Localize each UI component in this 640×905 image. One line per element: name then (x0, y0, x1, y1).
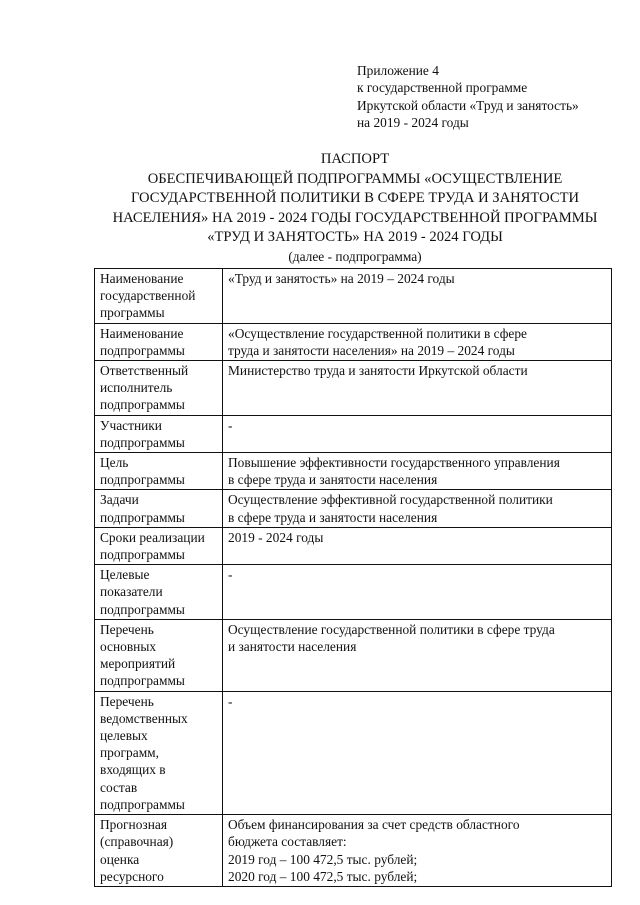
row-value-line: 2019 - 2024 годы (228, 529, 324, 545)
row-label-cell (95, 453, 223, 490)
appendix-block (357, 62, 627, 131)
table-row (95, 269, 612, 324)
row-label-line: оценка (100, 851, 140, 867)
table-row (95, 453, 612, 490)
table-row (95, 323, 612, 360)
row-label-line: Цель (100, 455, 129, 471)
row-value-cell (223, 565, 612, 620)
row-label-line: Целевые (100, 567, 150, 583)
title-line: «ТРУД И ЗАНЯТОСТЬ» НА 2019 - 2024 ГОДЫ (207, 229, 503, 245)
row-label-cell (95, 490, 223, 527)
title-line: НАСЕЛЕНИЯ» НА 2019 - 2024 ГОДЫ ГОСУДАРСТВЕННОЙ ПРОГРАММЫ (112, 209, 598, 226)
row-label-line: подпрограммы (100, 342, 185, 358)
row-label-line: показатели (100, 584, 163, 600)
table-row (95, 691, 612, 814)
row-value-line: «Осуществление государственной политики в сфере (228, 325, 527, 341)
row-label-line: подпрограммы (100, 509, 185, 525)
row-label-line: состав (100, 779, 138, 795)
row-value-line: «Труд и занятость» на 2019 – 2024 годы (228, 271, 455, 286)
row-value-line: - (228, 693, 233, 709)
row-value-cell (223, 815, 612, 887)
row-label-cell (95, 361, 223, 416)
row-label-cell (95, 323, 223, 360)
row-value-line: Министерство труда и занятости Иркутской области (228, 363, 528, 379)
row-label-line: исполнитель (100, 380, 173, 396)
table-row (95, 490, 612, 527)
row-value-line: труда и занятости населения» на 2019 – 2024 годы (228, 342, 515, 358)
row-value-line: Осуществление государственной политики в сфере труда (228, 621, 555, 637)
row-label-cell (95, 691, 223, 814)
row-label-cell (95, 269, 223, 324)
row-label-line: подпрограммы (100, 601, 185, 617)
row-value-cell (223, 490, 612, 527)
appendix-number: Приложение 4 (357, 63, 439, 78)
appendix-region-ref: Иркутской области «Труд и занятость» (357, 97, 579, 113)
row-label-line: (справочная) (100, 834, 174, 850)
row-label-line: ведомственных (100, 710, 188, 726)
row-label-line: целевых (100, 728, 148, 744)
row-label-line: подпрограммы (100, 397, 185, 413)
table-row (95, 565, 612, 620)
appendix-period: на 2019 - 2024 годы (357, 114, 469, 130)
row-value-line: и занятости населения (228, 639, 357, 655)
row-label-cell (95, 815, 223, 887)
row-label-line: Участники (100, 417, 162, 433)
title-note: (далее - подпрограмма) (288, 248, 422, 264)
row-label-cell (95, 619, 223, 691)
passport-title (60, 150, 640, 266)
title-line: ОБЕСПЕЧИВАЮЩЕЙ ПОДПРОГРАММЫ «ОСУЩЕСТВЛЕНИЕ (147, 170, 563, 187)
table-row (95, 415, 612, 452)
title-line: ПАСПОРТ (320, 151, 390, 167)
row-label-line: основных (100, 639, 157, 655)
row-value-cell (223, 453, 612, 490)
row-label-line: Наименование (100, 325, 184, 341)
passport-table-body (95, 269, 612, 887)
row-value-line: бюджета составляет: (228, 834, 347, 850)
row-label-line: государственной (100, 288, 196, 304)
row-value-line: Повышение эффективности государственного управления (228, 455, 560, 471)
row-label-line: Перечень (100, 693, 154, 709)
row-label-line: подпрограммы (100, 673, 185, 689)
row-label-line: Задачи (100, 492, 139, 508)
row-label-cell (95, 527, 223, 564)
row-value-cell (223, 269, 612, 324)
table-row (95, 619, 612, 691)
row-label-line: подпрограммы (100, 547, 185, 563)
row-label-line: Сроки реализации (100, 529, 205, 545)
row-value-line: Объем финансирования за счет средств областного (228, 817, 520, 833)
row-label-cell (95, 415, 223, 452)
row-label-line: подпрограммы (100, 796, 185, 812)
row-value-line: в сфере труда и занятости населения (228, 509, 438, 525)
row-label-line: программы (100, 305, 165, 321)
row-label-line: Прогнозная (100, 817, 167, 833)
row-label-line: программ, (100, 745, 159, 761)
row-value-cell (223, 323, 612, 360)
row-value-cell (223, 619, 612, 691)
table-row (95, 527, 612, 564)
table-row (95, 815, 612, 887)
row-label-cell (95, 565, 223, 620)
row-label-line: мероприятий (100, 656, 176, 672)
row-value-line: в сфере труда и занятости населения (228, 472, 438, 488)
row-value-line: 2020 год – 100 472,5 тыс. рублей; (228, 868, 418, 884)
passport-table (94, 268, 612, 887)
row-value-cell (223, 361, 612, 416)
row-label-line: подпрограммы (100, 472, 185, 488)
row-value-line: - (228, 567, 233, 583)
row-value-cell (223, 691, 612, 814)
row-value-line: - (228, 417, 233, 433)
row-value-line: Осуществление эффективной государственной политики (228, 492, 553, 508)
row-value-line: 2019 год – 100 472,5 тыс. рублей; (228, 851, 418, 867)
appendix-program-ref: к государственной программе (357, 80, 528, 96)
row-label-line: ресурсного (100, 868, 164, 884)
row-label-line: Наименование (100, 271, 184, 286)
row-label-line: входящих в (100, 762, 166, 778)
title-line: ГОСУДАРСТВЕННОЙ ПОЛИТИКИ В СФЕРЕ ТРУДА И ЗАНЯТОСТИ (130, 190, 580, 206)
row-label-line: Перечень (100, 621, 154, 637)
row-value-cell (223, 415, 612, 452)
row-value-cell (223, 527, 612, 564)
row-label-line: Ответственный (100, 363, 189, 379)
table-row (95, 361, 612, 416)
row-label-line: подпрограммы (100, 434, 185, 450)
